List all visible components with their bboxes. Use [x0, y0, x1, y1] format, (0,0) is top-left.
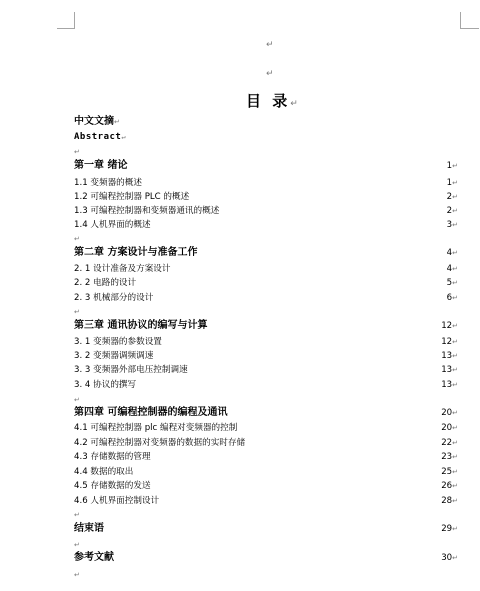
toc-section-4-6[interactable]: [74, 494, 458, 508]
page-number: 4: [446, 264, 453, 274]
toc-section-1-4[interactable]: [74, 218, 458, 232]
crop-mark-top-right: [460, 12, 479, 29]
toc-chapter-1[interactable]: [74, 159, 458, 173]
paragraph-mark: ↵: [266, 69, 274, 79]
toc-section-1-2[interactable]: [74, 190, 458, 204]
paragraph-mark: ↵: [452, 249, 458, 257]
page-number: 4: [446, 248, 453, 258]
paragraph-mark: ↵: [452, 366, 458, 374]
toc-entry-label: 中文文摘: [74, 116, 114, 127]
page-number: 13: [441, 351, 453, 361]
toc-section-4-5[interactable]: [74, 479, 458, 493]
empty-paragraph: ↵: [74, 541, 80, 549]
paragraph-mark: ↵: [452, 381, 458, 389]
toc-section-1-3[interactable]: [74, 204, 458, 218]
paragraph-mark: ↵: [121, 133, 127, 141]
toc-section-title: 1.1 变频器的概述: [74, 178, 142, 188]
toc-title: [246, 92, 298, 113]
page-number: 2: [446, 192, 453, 202]
page-number: 25: [441, 467, 453, 477]
page-number: 26: [441, 481, 453, 491]
toc-section-4-1[interactable]: [74, 421, 458, 435]
page-number: 5: [446, 278, 453, 288]
toc-section-1-1[interactable]: [74, 176, 458, 190]
toc-section-title: 4.5 存储数据的发送: [74, 481, 151, 491]
toc-section-title: 2. 2 电路的设计: [74, 278, 137, 288]
paragraph-mark: ↵: [452, 221, 458, 229]
toc-chapter-title: 第三章 通讯协议的编写与计算: [74, 320, 208, 331]
paragraph-mark: ↵: [452, 162, 458, 170]
paragraph-mark: ↵: [452, 554, 458, 562]
page-number: 20: [441, 408, 453, 418]
page-number: 20: [441, 423, 453, 433]
paragraph-mark: ↵: [452, 322, 458, 330]
toc-section-title: 2. 3 机械部分的设计: [74, 293, 154, 303]
page-number: 6: [446, 293, 453, 303]
empty-paragraph: ↵: [74, 235, 80, 243]
toc-entry-abstract-en[interactable]: [74, 130, 458, 144]
toc-section-title: 3. 4 协议的撰写: [74, 380, 137, 390]
toc-section-4-3[interactable]: [74, 450, 458, 464]
toc-section-title: 4.1 可编程控制器 plc 编程对变频器的控制: [74, 423, 238, 433]
toc-section-title: 3. 2 变频器调频调速: [74, 351, 154, 361]
paragraph-mark: ↵: [452, 193, 458, 201]
paragraph-mark: ↵: [452, 179, 458, 187]
paragraph-mark: ↵: [452, 294, 458, 302]
paragraph-mark: ↵: [452, 439, 458, 447]
empty-paragraph: ↵: [74, 571, 80, 579]
toc-section-2-3[interactable]: [74, 291, 458, 305]
toc-title-text: 目 录: [246, 92, 291, 110]
page-number: 28: [441, 496, 453, 506]
toc-section-title: 4.3 存储数据的管理: [74, 452, 151, 462]
paragraph-mark: ↵: [452, 265, 458, 273]
paragraph-mark: ↵: [452, 497, 458, 505]
toc-entry-label: Abstract: [74, 132, 122, 142]
toc-section-title: 3. 1 变频器的参数设置: [74, 337, 162, 347]
toc-section-2-2[interactable]: [74, 276, 458, 290]
toc-references[interactable]: [74, 551, 458, 565]
toc-chapter-2[interactable]: [74, 246, 458, 260]
paragraph-mark: ↵: [452, 482, 458, 490]
toc-section-title: 4.2 可编程控制器对变频器的数据的实时存储: [74, 438, 246, 448]
toc-chapter-title: 第二章 方案设计与准备工作: [74, 247, 198, 258]
toc-chapter-title: 第四章 可编程控制器的编程及通讯: [74, 407, 228, 418]
toc-section-4-4[interactable]: [74, 465, 458, 479]
paragraph-mark: ↵: [452, 338, 458, 346]
toc-section-4-2[interactable]: [74, 436, 458, 450]
toc-chapter-4[interactable]: [74, 406, 458, 420]
page-number: 2: [446, 206, 453, 216]
toc-section-title: 4.4 数据的取出: [74, 467, 134, 477]
page-number: 23: [441, 452, 453, 462]
page-number: 3: [446, 220, 453, 230]
toc-section-title: 1.3 可编程控制器和变频器通讯的概述: [74, 206, 220, 216]
page-number: 22: [441, 438, 453, 448]
toc-chapter-title: 参考文献: [74, 552, 114, 563]
paragraph-mark: ↵: [452, 279, 458, 287]
page-number: 12: [441, 321, 453, 331]
toc-section-3-3[interactable]: [74, 363, 458, 377]
toc-section-2-1[interactable]: [74, 262, 458, 276]
toc-section-title: 1.4 人机界面的概述: [74, 220, 151, 230]
toc-section-title: 1.2 可编程控制器 PLC 的概述: [74, 192, 190, 202]
empty-paragraph: ↵: [74, 148, 80, 156]
paragraph-mark: ↵: [452, 468, 458, 476]
toc-section-3-2[interactable]: [74, 349, 458, 363]
page-number: 12: [441, 337, 453, 347]
toc-section-title: 4.6 人机界面控制设计: [74, 496, 160, 506]
paragraph-mark: ↵: [290, 99, 298, 109]
page-number: 13: [441, 365, 453, 375]
paragraph-mark: ↵: [452, 207, 458, 215]
toc-section-3-1[interactable]: [74, 335, 458, 349]
toc-section-title: 3. 3 变频器外部电压控制调速: [74, 365, 188, 375]
empty-paragraph: ↵: [74, 511, 80, 519]
paragraph-mark: ↵: [452, 453, 458, 461]
toc-entry-abstract-cn[interactable]: [74, 115, 458, 129]
toc-section-3-4[interactable]: [74, 378, 458, 392]
toc-chapter-title: 第一章 绪论: [74, 160, 128, 171]
empty-paragraph: ↵: [74, 396, 80, 404]
page-number: 30: [441, 553, 453, 563]
empty-paragraph: ↵: [74, 308, 80, 316]
crop-mark-top-left: [57, 12, 75, 29]
page-number: 13: [441, 380, 453, 390]
toc-chapter-title: 结束语: [74, 523, 104, 534]
toc-section-title: 2. 1 设计准备及方案设计: [74, 264, 171, 274]
toc-chapter-3[interactable]: [74, 319, 458, 333]
paragraph-mark: ↵: [452, 352, 458, 360]
page-number: 1: [446, 161, 453, 171]
page-number: 29: [441, 524, 453, 534]
toc-conclusion[interactable]: [74, 522, 458, 536]
paragraph-mark: ↵: [266, 40, 274, 50]
page-number: 1: [446, 178, 453, 188]
paragraph-mark: ↵: [452, 424, 458, 432]
paragraph-mark: ↵: [452, 525, 458, 533]
paragraph-mark: ↵: [452, 409, 458, 417]
paragraph-mark: ↵: [114, 118, 120, 126]
